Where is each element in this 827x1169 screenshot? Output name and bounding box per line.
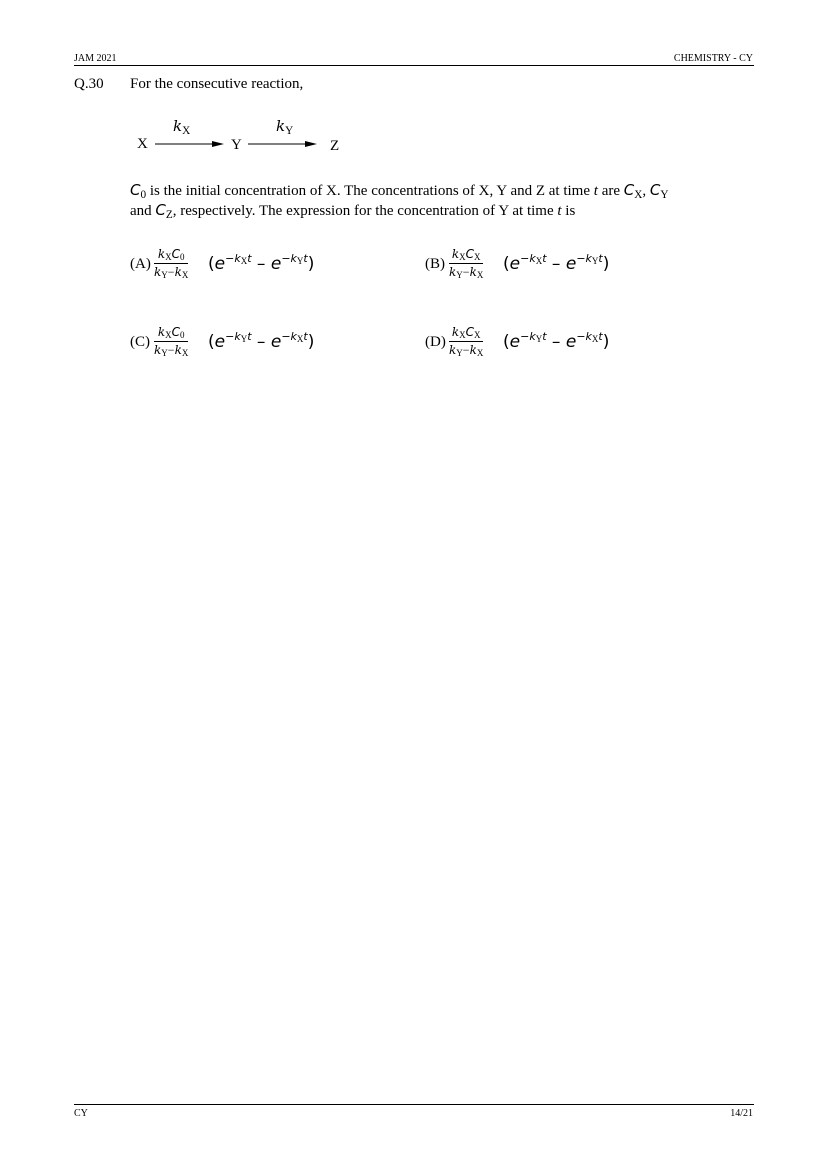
option-label: (C) bbox=[130, 334, 150, 350]
option-fraction bbox=[154, 247, 188, 280]
header-right: CHEMISTRY - CY bbox=[673, 53, 753, 64]
option-expression: $(e^{-kXt} - e^{-kYt})$ bbox=[503, 252, 610, 274]
reaction-arrows bbox=[150, 138, 330, 150]
option-expression: $(e^{-kYt} - e^{-kXt})$ bbox=[208, 330, 315, 352]
fraction-numerator: kXCX bbox=[451, 247, 481, 263]
option-label: (B) bbox=[425, 256, 445, 272]
arrow-2-head bbox=[305, 141, 317, 147]
fraction-bar bbox=[154, 263, 188, 264]
question-body-line1: C0 is the initial concentration of X. The concentrations of X, Y and Z at time t are CX, CY bbox=[130, 181, 669, 201]
question-number: Q.30 bbox=[74, 76, 104, 92]
fraction-numerator: kXCX bbox=[451, 325, 481, 341]
question-body-line2: and CZ, respectively. The expression for the concentration of Y at time t is bbox=[130, 201, 576, 221]
fraction-denominator: kY−kX bbox=[449, 265, 484, 281]
fraction-bar bbox=[154, 341, 188, 342]
option-label: (D) bbox=[425, 334, 446, 350]
rate-constant-ky: kY bbox=[276, 117, 294, 137]
option-label: (A) bbox=[130, 256, 151, 272]
option-expression: $(e^{-kXt} - e^{-kYt})$ bbox=[208, 252, 315, 274]
fraction-denominator: kY−kX bbox=[154, 265, 189, 281]
footer-left: CY bbox=[74, 1108, 88, 1119]
question-prompt: For the consecutive reaction, bbox=[130, 76, 304, 92]
fraction-numerator: kXC0 bbox=[157, 325, 185, 341]
species-z: Z bbox=[330, 138, 340, 154]
species-y: Y bbox=[231, 137, 242, 153]
fraction-bar bbox=[449, 341, 483, 342]
option-fraction bbox=[449, 325, 483, 358]
option-expression: $(e^{-kYt} - e^{-kXt})$ bbox=[503, 330, 610, 352]
header-left: JAM 2021 bbox=[74, 53, 117, 64]
fraction-denominator: kY−kX bbox=[154, 343, 189, 359]
option-fraction bbox=[449, 247, 483, 280]
arrow-1-head bbox=[212, 141, 224, 147]
footer-rule bbox=[74, 1104, 754, 1105]
species-x: X bbox=[137, 136, 148, 152]
header-rule bbox=[74, 65, 754, 66]
option-fraction bbox=[154, 325, 188, 358]
rate-constant-kx: kX bbox=[173, 117, 191, 137]
fraction-denominator: kY−kX bbox=[449, 343, 484, 359]
footer-right: 14/21 bbox=[730, 1108, 753, 1119]
fraction-bar bbox=[449, 263, 483, 264]
fraction-numerator: kXC0 bbox=[157, 247, 185, 263]
